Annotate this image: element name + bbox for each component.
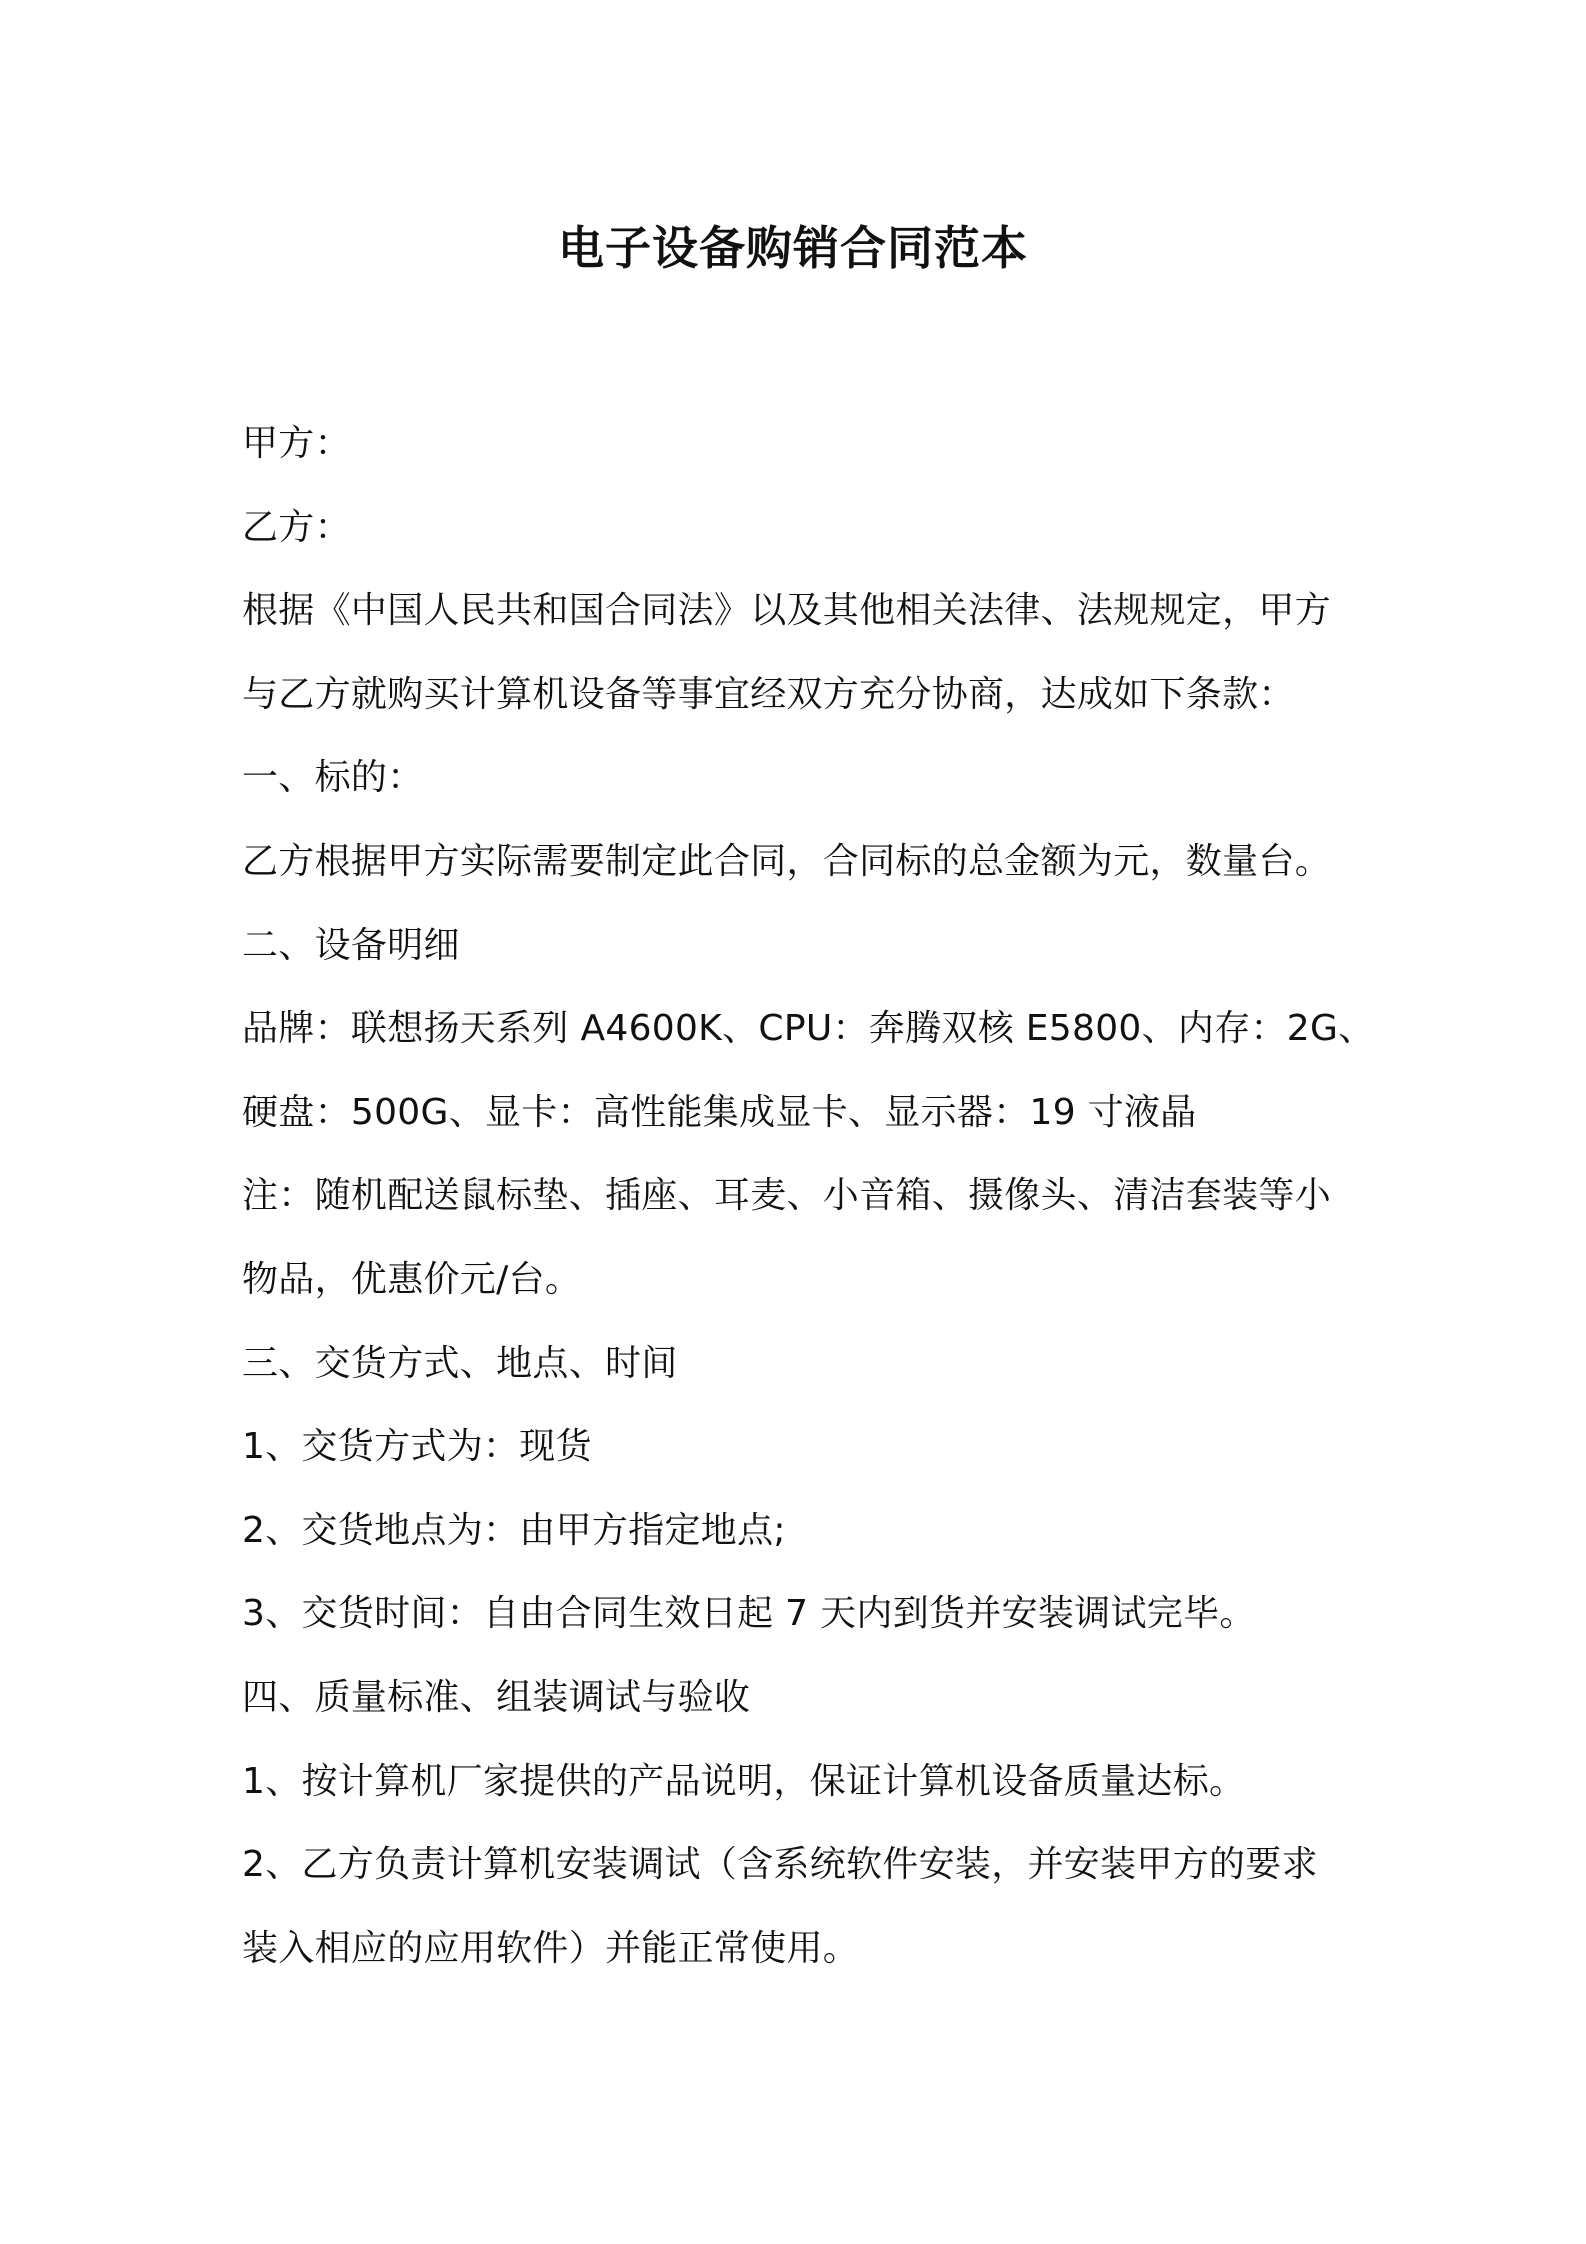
equipment-spec-line-2: 硬盘：500G、显卡：高性能集成显卡、显示器：19 寸液晶	[242, 1091, 1197, 1133]
party-b-line: 乙方：	[242, 506, 351, 548]
note-line-2: 物品，优惠价元/台。	[242, 1258, 582, 1300]
document-body	[242, 402, 1375, 1990]
preamble-line-2: 与乙方就购买计算机设备等事宜经双方充分协商，达成如下条款：	[242, 673, 1295, 715]
section-1-text: 乙方根据甲方实际需要制定此合同，合同标的总金额为元，数量台。	[242, 840, 1332, 882]
section-3-heading: 三、交货方式、地点、时间	[242, 1342, 678, 1384]
delivery-location-line: 2、交货地点为：由甲方指定地点;	[242, 1509, 786, 1551]
delivery-method-line: 1、交货方式为：现货	[242, 1426, 592, 1468]
equipment-spec-line-1: 品牌：联想扬天系列 A4600K、CPU：奔腾双核 E5800、内存：2G、	[242, 1008, 1375, 1050]
quality-line-3: 装入相应的应用软件）并能正常使用。	[242, 1927, 860, 1969]
section-2-heading: 二、设备明细	[242, 924, 460, 966]
quality-line-1: 1、按计算机厂家提供的产品说明，保证计算机设备质量达标。	[242, 1760, 1246, 1802]
section-1-heading: 一、标的：	[242, 757, 424, 799]
party-a-line: 甲方：	[242, 423, 351, 464]
note-line-1: 注：随机配送鼠标垫、插座、耳麦、小音箱、摄像头、清洁套装等小	[242, 1175, 1332, 1217]
preamble-line-1: 根据《中国人民共和国合同法》以及其他相关法律、法规规定，甲方	[242, 590, 1332, 632]
delivery-time-line: 3、交货时间：自由合同生效日起 7 天内到货并安装调试完毕。	[242, 1593, 1256, 1635]
section-4-heading: 四、质量标准、组装调试与验收	[242, 1676, 751, 1718]
document-title: 电子设备购销合同范本	[558, 221, 1028, 275]
quality-line-2: 2、乙方负责计算机安装调试（含系统软件安装，并安装甲方的要求	[242, 1844, 1318, 1886]
